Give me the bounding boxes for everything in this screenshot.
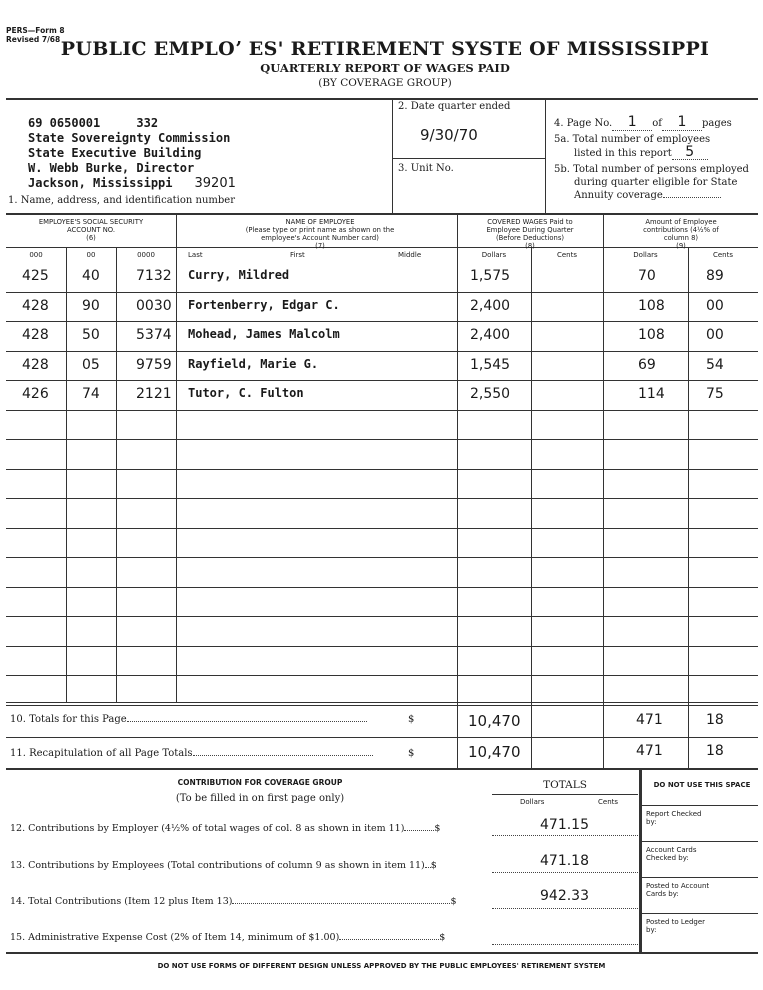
employer-id: 69 0650001 332 — [28, 116, 159, 130]
employer-zip: 39201 — [194, 176, 236, 191]
wages-dollars: 1,575 — [470, 268, 511, 284]
ssn-group: 40 — [82, 268, 100, 284]
form-subtitle: QUARTERLY REPORT OF WAGES PAID — [260, 61, 510, 75]
contrib-cents: 75 — [706, 386, 724, 402]
item-12-dollar-sign: $ — [434, 823, 441, 834]
persons-label-c: Annuity coverage — [574, 190, 663, 201]
wages-dollars-head: Dollars — [481, 251, 507, 259]
ssn-header-text: EMPLOYEE'S SOCIAL SECURITY ACCOUNT NO. — [38, 218, 144, 234]
office-box-report-checked: Report Checked by: — [646, 810, 702, 826]
row-rule — [6, 557, 758, 558]
item-12 — [10, 823, 490, 834]
recap-totals-contrib: 471 — [636, 743, 663, 759]
ssn-area: 428 — [22, 357, 49, 373]
ssn-serial: 2121 — [136, 386, 172, 402]
page-totals-text: 10. Totals for this Page — [10, 714, 127, 725]
persons-label-a: 5b. Total number of persons employed — [554, 164, 749, 175]
employee-name: Tutor, C. Fulton — [188, 386, 304, 400]
form-revision: Revised 7/68 — [6, 35, 61, 44]
form-subtitle-2: (BY COVERAGE GROUP) — [318, 77, 452, 89]
employees-count: 5 — [672, 146, 708, 160]
item-13-value: 471.18 — [540, 853, 589, 869]
ssn-header — [8, 218, 174, 242]
contrib-cents: 54 — [706, 357, 724, 373]
contribution-header: CONTRIBUTION FOR COVERAGE GROUP — [177, 778, 343, 787]
item-12-value: 471.15 — [540, 817, 589, 833]
recap-totals-wages: 10,470 — [468, 743, 521, 761]
page-label: 4. Page No. — [554, 118, 613, 129]
ssn-group: 74 — [82, 386, 100, 402]
row-rule — [6, 380, 758, 381]
item-13 — [10, 860, 490, 871]
item-14-label: 14. Total Contributions (Item 12 plus Item 13) — [10, 896, 233, 907]
ssn-serial: 0030 — [136, 298, 172, 314]
employer-label: 1. Name, address, and identification number — [8, 195, 235, 206]
ssn-col-no: (6) — [86, 234, 96, 242]
totals-dollars-head: Dollars — [520, 798, 545, 806]
contrib-cents-head: Cents — [712, 251, 734, 259]
page-totals-dollar-sign: $ — [408, 714, 415, 725]
wages-dollars: 2,400 — [470, 298, 511, 314]
of-no: 1 — [662, 114, 702, 131]
ssn-serial: 9759 — [136, 357, 172, 373]
recap-totals-dollar-sign: $ — [408, 748, 415, 759]
row-rule — [6, 675, 758, 676]
item-15-label: 15. Administrative Expense Cost (2% of Item 14, minimum of $1.00) — [10, 932, 340, 943]
contrib-header-text: Amount of Employee contributions (4½% of column 8) — [643, 218, 719, 242]
contrib-col-no: (9) — [676, 242, 686, 250]
row-rule — [6, 616, 758, 617]
persons-label-b: during quarter eligible for State — [574, 177, 738, 188]
row-rule — [6, 321, 758, 322]
row-rule — [6, 469, 758, 470]
ssn-area: 428 — [22, 327, 49, 343]
item-14 — [10, 896, 490, 907]
item-12-label: 12. Contributions by Employer (4½% of total wages of col. 8 as shown in item 11) — [10, 823, 405, 834]
recap-totals-contrib-cents: 18 — [706, 743, 724, 759]
name-col-no: (7) — [315, 242, 325, 250]
row-rule — [6, 292, 758, 293]
employer-line-4 — [28, 176, 236, 191]
employer-city: Jackson, Mississippi — [28, 176, 173, 190]
page-totals-label — [10, 714, 390, 725]
ssn-group: 50 — [82, 327, 100, 343]
contrib-dollars: 108 — [638, 298, 665, 314]
employees-label-b: listed in this report — [574, 148, 672, 159]
recap-totals-text: 11. Recapitulation of all Page Totals — [10, 748, 193, 759]
footer-notice: DO NOT USE FORMS OF DIFFERENT DESIGN UNLESS APPROVED BY THE PUBLIC EMPLOYEES' RETIREMENT SYSTEM — [157, 962, 606, 970]
name-last: Last — [188, 251, 203, 259]
contrib-dollars: 69 — [638, 357, 656, 373]
employer-line-2: State Executive Building — [28, 146, 202, 160]
wages-header-text: COVERED WAGES Paid to Employee During Quarter (Before Deductions) — [486, 218, 574, 242]
item-13-label: 13. Contributions by Employees (Total contributions of column 9 as shown in item 11) — [10, 860, 425, 871]
contrib-cents: 89 — [706, 268, 724, 284]
office-box-account-cards: Account Cards Checked by: — [646, 846, 697, 862]
item-15-dollar-sign: $ — [439, 932, 446, 943]
employees-label-a: 5a. Total number of employees — [554, 134, 711, 145]
ssn-sub-3: 0000 — [137, 251, 155, 259]
employer-line-1: State Sovereignty Commission — [28, 131, 231, 145]
wages-col-no: (8) — [525, 242, 535, 250]
ssn-serial: 7132 — [136, 268, 172, 284]
row-rule — [6, 587, 758, 588]
row-rule — [6, 646, 758, 647]
quarter-label: 2. Date quarter ended — [398, 101, 511, 112]
employer-block — [28, 116, 236, 191]
office-header: DO NOT USE THIS SPACE — [653, 781, 751, 789]
item-14-dollar-sign: $ — [450, 896, 457, 907]
name-header-text: NAME OF EMPLOYEE — [285, 218, 355, 226]
name-first: First — [290, 251, 305, 259]
contrib-dollars: 108 — [638, 327, 665, 343]
form-title: PUBLIC EMPLOʼ ES' RETIREMENT SYSTE OF MISSISSIPPI — [60, 38, 710, 60]
employer-line-3: W. Webb Burke, Director — [28, 161, 195, 175]
row-rule — [6, 498, 758, 499]
employee-name: Curry, Mildred — [188, 268, 290, 282]
page-totals-contrib-cents: 18 — [706, 712, 724, 728]
contrib-cents: 00 — [706, 327, 724, 343]
contrib-header — [605, 218, 757, 250]
row-rule — [6, 410, 758, 411]
persons-employed-block — [554, 163, 749, 202]
employees-count-block — [554, 133, 710, 160]
item-13-dollar-sign: $ — [430, 860, 437, 871]
office-box-posted-ledger: Posted to Ledger by: — [646, 918, 706, 934]
name-middle: Middle — [398, 251, 422, 259]
item-15 — [10, 932, 490, 943]
contrib-cents: 00 — [706, 298, 724, 314]
contribution-sub: (To be filled in on first page only) — [175, 793, 345, 804]
form-id — [6, 26, 65, 44]
employee-name: Fortenberry, Edgar C. — [188, 298, 340, 312]
wages-cents-head: Cents — [556, 251, 578, 259]
ssn-group: 05 — [82, 357, 100, 373]
row-rule — [6, 528, 758, 529]
wages-dollars: 1,545 — [470, 357, 511, 373]
ssn-sub-2: 00 — [86, 251, 96, 259]
page-totals-contrib: 471 — [636, 712, 663, 728]
of-label: of — [652, 118, 662, 129]
row-rule — [6, 705, 758, 706]
form-number: PERS—Form 8 — [6, 26, 65, 35]
item-14-value: 942.33 — [540, 888, 589, 904]
pages-label: pages — [701, 118, 732, 129]
wages-dollars: 2,550 — [470, 386, 511, 402]
recap-totals-label — [10, 748, 390, 759]
page-no: 1 — [612, 114, 652, 131]
contrib-dollars: 70 — [638, 268, 656, 284]
contrib-dollars: 114 — [638, 386, 665, 402]
office-box-posted-cards: Posted to Account Cards by: — [646, 882, 710, 898]
ssn-area: 428 — [22, 298, 49, 314]
totals-cents-head: Cents — [598, 798, 619, 806]
employee-name: Rayfield, Marie G. — [188, 357, 319, 371]
wages-dollars: 2,400 — [470, 327, 511, 343]
ssn-group: 90 — [82, 298, 100, 314]
page-totals-wages: 10,470 — [468, 712, 521, 730]
ssn-serial: 5374 — [136, 327, 172, 343]
row-rule — [6, 439, 758, 440]
totals-header: TOTALS — [543, 779, 587, 791]
ssn-sub-1: 000 — [29, 251, 43, 259]
name-header-sub: (Please type or print name as shown on the employee's Account Number card) — [245, 226, 395, 242]
row-rule — [6, 351, 758, 352]
quarter-value: 9/30/70 — [420, 126, 478, 144]
name-header — [230, 218, 410, 250]
ssn-area: 425 — [22, 268, 49, 284]
wages-header — [459, 218, 601, 250]
employee-name: Mohead, James Malcolm — [188, 327, 340, 341]
page-number-line — [554, 114, 759, 131]
contrib-dollars-head: Dollars — [633, 251, 658, 259]
unit-label: 3. Unit No. — [398, 163, 454, 174]
ssn-area: 426 — [22, 386, 49, 402]
